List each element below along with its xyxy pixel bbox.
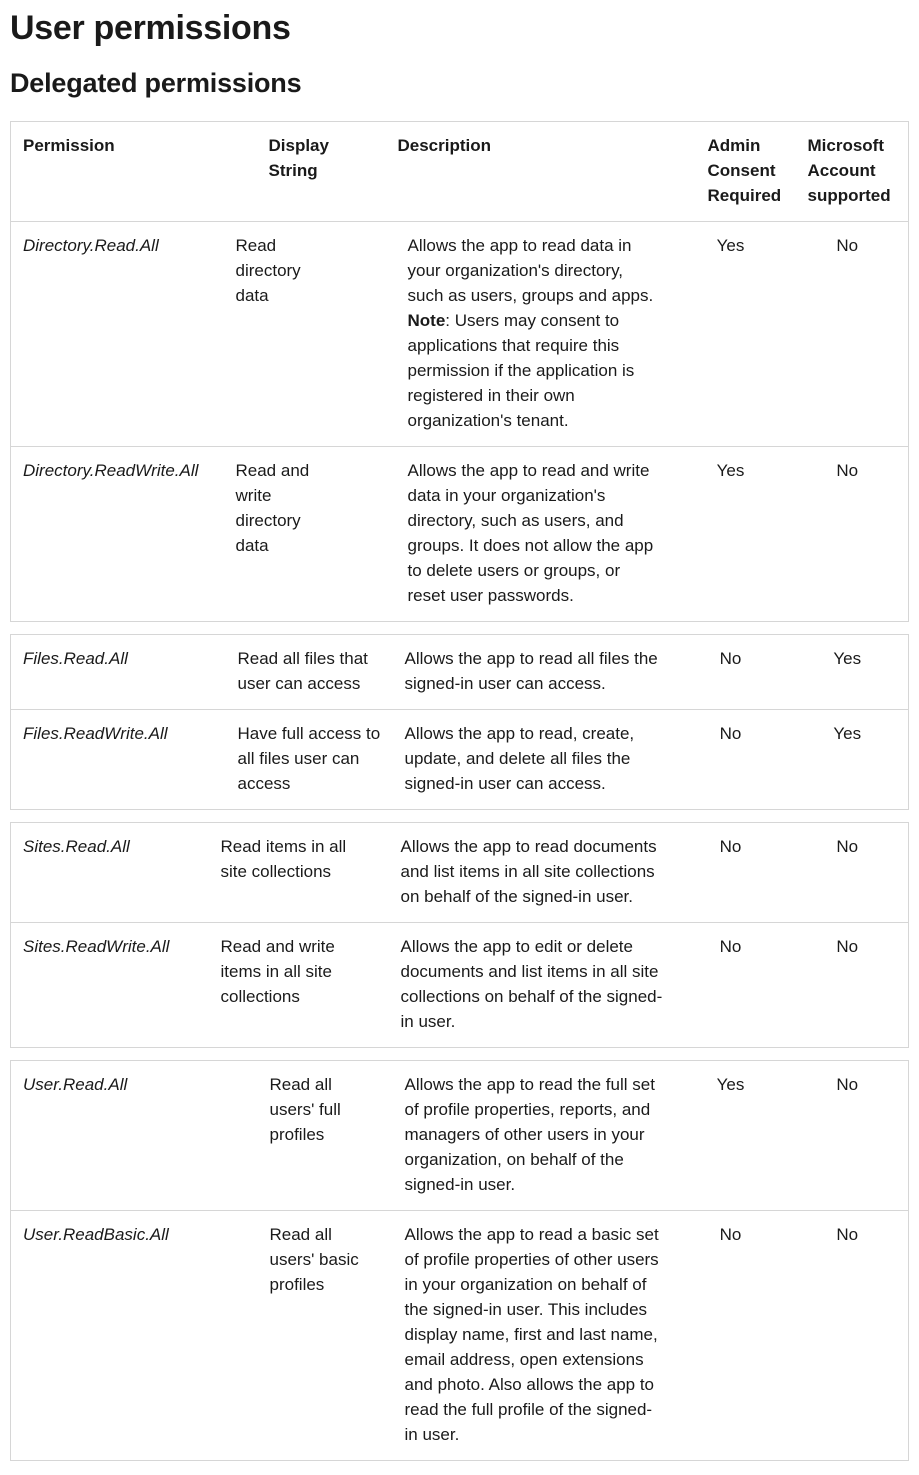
microsoft-account-supported-value: Yes (787, 710, 909, 810)
table-row (11, 222, 909, 447)
microsoft-account-supported-value: No (787, 923, 909, 1048)
admin-consent-required-value: No (675, 1211, 787, 1461)
table-row (11, 1061, 909, 1211)
display-string (209, 923, 389, 1048)
admin-consent-required-value: Yes (675, 222, 787, 447)
description (396, 222, 675, 447)
description (393, 1211, 675, 1461)
display-string (258, 1061, 393, 1211)
display-string-text: Read items in all site collections (220, 837, 347, 881)
col-header-admin-consent: Admin Consent Required (696, 122, 796, 222)
admin-consent-required-value: No (675, 823, 787, 923)
table-row (11, 710, 909, 810)
display-string (226, 710, 393, 810)
display-string-text: Have full access to all files user can access (237, 724, 381, 793)
permission-name: Directory.ReadWrite.All (11, 447, 224, 622)
description (393, 1061, 675, 1211)
description-text: Allows the app to read documents and list items in all site collections on behalf of the signed-in user. (400, 837, 657, 906)
permission-name: Sites.Read.All (11, 823, 209, 923)
section-title: Delegated permissions (10, 68, 302, 98)
col-header-description: Description (386, 122, 696, 222)
microsoft-account-supported-value: No (787, 447, 909, 622)
microsoft-account-supported-value: No (787, 823, 909, 923)
permission-name: User.ReadBasic.All (11, 1211, 258, 1461)
description (396, 447, 675, 622)
page-title: User permissions (10, 9, 291, 47)
table-row (11, 823, 909, 923)
display-string-text: Read all users' full profiles (269, 1075, 341, 1144)
table-row (11, 923, 909, 1048)
permission-name: Files.ReadWrite.All (11, 710, 226, 810)
description-text: Allows the app to read the full set of profile properties, reports, and managers of other users in your organization, on behalf of the signed-in user. (404, 1075, 655, 1194)
display-string (226, 635, 393, 710)
admin-consent-required-value: No (675, 923, 787, 1048)
description-text: Allows the app to read all files the signed-in user can access. (404, 649, 658, 693)
display-string-text: Read all users' basic profiles (269, 1225, 359, 1294)
permission-name: User.Read.All (11, 1061, 258, 1211)
table-row (11, 635, 909, 710)
permissions-table-files (10, 634, 909, 810)
permission-name: Sites.ReadWrite.All (11, 923, 209, 1048)
table-row (11, 447, 909, 622)
display-string-text: Read and write directory data (235, 461, 310, 555)
description (389, 923, 675, 1048)
display-string-text: Read directory data (235, 236, 301, 305)
admin-consent-required-value: Yes (675, 447, 787, 622)
microsoft-account-supported-value: Yes (787, 635, 909, 710)
permissions-table-sites (10, 822, 909, 1048)
permissions-table-directory (10, 221, 909, 622)
display-string (258, 1211, 393, 1461)
display-string (224, 222, 396, 447)
description (393, 635, 675, 710)
display-string-text: Read and write items in all site collections (220, 937, 335, 1006)
description-text: Allows the app to edit or delete documents and list items in all site collections on behalf of the signed-in user. (400, 937, 663, 1031)
permission-name: Directory.Read.All (11, 222, 224, 447)
display-string (209, 823, 389, 923)
microsoft-account-supported-value: No (787, 222, 909, 447)
col-header-msa-supported: Microsoft Account supported (796, 122, 909, 222)
permissions-table-user (10, 1060, 909, 1461)
description-text: Allows the app to read a basic set of profile properties of other users in your organization on behalf of the signed-in user. This includes display name, first and last name, email address, open extensions and photo. Also allows the app to read the full profile of the signed-in user. (404, 1225, 659, 1444)
description (393, 710, 675, 810)
microsoft-account-supported-value: No (787, 1211, 909, 1461)
display-string-text: Read all files that user can access (237, 649, 368, 693)
permission-name: Files.Read.All (11, 635, 226, 710)
description-text: Allows the app to read data in your organization's directory, such as users, groups and apps. Note: Users may consent to applications that require this permission if the application is registered in their own organization's tenant. (407, 236, 654, 430)
col-header-permission: Permission (11, 122, 257, 222)
description (389, 823, 675, 923)
microsoft-account-supported-value: No (787, 1061, 909, 1211)
admin-consent-required-value: No (675, 710, 787, 810)
admin-consent-required-value: Yes (675, 1061, 787, 1211)
permissions-table-header (10, 121, 909, 222)
description-text: Allows the app to read and write data in your organization's directory, such as users, and groups. It does not allow the app to delete users or groups, or reset user passwords. (407, 461, 654, 605)
description-text: Allows the app to read, create, update, and delete all files the signed-in user can access. (404, 724, 635, 793)
admin-consent-required-value: No (675, 635, 787, 710)
header-row (11, 122, 909, 222)
col-header-display-string: Display String (257, 122, 386, 222)
display-string (224, 447, 396, 622)
table-row (11, 1211, 909, 1461)
